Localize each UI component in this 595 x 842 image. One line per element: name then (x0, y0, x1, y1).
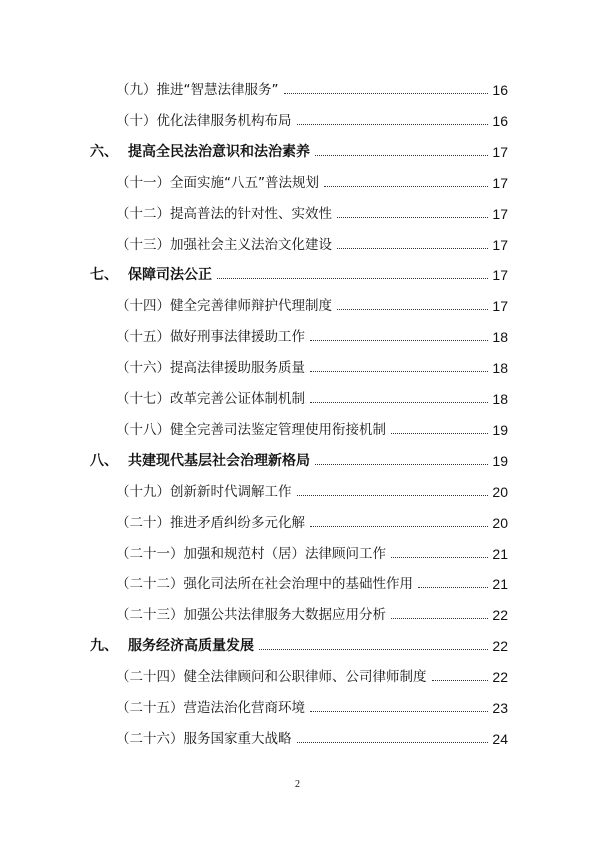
leader-dots (217, 265, 488, 285)
page-number: 2 (295, 779, 300, 790)
toc-entry-label: （十八）健全完善司法鉴定管理使用衔接机制 (116, 421, 386, 438)
toc-entry-page: 18 (492, 329, 508, 346)
leader-dots (391, 544, 488, 564)
leader-dots (337, 204, 488, 224)
toc-entry-label: （十四）健全完善律师辩护代理制度 (116, 298, 332, 315)
toc-entry-label: （十一）全面实施“八五”普法规划 (116, 174, 319, 191)
toc-entry-page: 17 (492, 236, 508, 253)
toc-entry-page: 18 (492, 360, 508, 377)
toc-entry-label: （二十四）健全法律顾问和公职律师、公司律师制度 (116, 669, 427, 686)
toc-entry[interactable] (0, 80, 595, 100)
chapter-title: 提高全民法治意识和法治素养 (128, 143, 310, 160)
toc-entry[interactable] (0, 698, 595, 718)
chapter-title: 服务经济高质量发展 (128, 638, 254, 655)
toc-entry[interactable] (0, 667, 595, 687)
toc-chapter-entry[interactable] (0, 142, 595, 162)
chapter-title: 保障司法公正 (128, 267, 212, 284)
toc-chapter-entry[interactable] (0, 265, 595, 285)
toc-entry[interactable] (0, 574, 595, 594)
toc-entry-label: （十五）做好刑事法律援助工作 (116, 329, 305, 346)
toc-entry-page: 17 (492, 143, 508, 160)
toc-chapter-entry[interactable] (0, 636, 595, 656)
toc-entry-page: 22 (492, 607, 508, 624)
chapter-number: 九、 (90, 638, 118, 655)
toc-entry-page: 16 (492, 82, 508, 98)
leader-dots (284, 80, 488, 100)
toc-entry-label: （二十二）强化司法所在社会治理中的基础性作用 (116, 576, 413, 593)
toc-entry-page: 21 (492, 576, 508, 593)
leader-dots (259, 636, 488, 656)
toc-entry[interactable] (0, 420, 595, 440)
toc-entry-page: 17 (492, 298, 508, 315)
toc-entry-label: （十）优化法律服务机构布局 (116, 112, 292, 129)
toc-entry-label: （二十）推进矛盾纠纷多元化解 (116, 514, 305, 531)
toc-entry[interactable] (0, 296, 595, 316)
toc-entry[interactable] (0, 544, 595, 564)
leader-dots (310, 358, 488, 378)
toc-entry-page: 19 (492, 421, 508, 438)
leader-dots (297, 729, 488, 749)
toc-entry-label: （十六）提高法律援助服务质量 (116, 360, 305, 377)
toc-entry-page: 16 (492, 112, 508, 129)
leader-dots (297, 111, 488, 131)
leader-dots (432, 667, 488, 687)
leader-dots (418, 574, 488, 594)
leader-dots (337, 296, 488, 316)
toc-entry-page: 18 (492, 391, 508, 407)
leader-dots (391, 420, 488, 440)
toc-entry-label: （二十三）加强公共法律服务大数据应用分析 (116, 607, 386, 624)
toc-entry[interactable] (0, 482, 595, 502)
toc-entry-label: （十九）创新新时代调解工作 (116, 483, 292, 500)
toc-entry[interactable] (0, 729, 595, 749)
toc-entry-page: 17 (492, 267, 508, 284)
toc-entry-page: 17 (492, 174, 508, 191)
leader-dots (337, 235, 488, 255)
toc-entry[interactable] (0, 235, 595, 255)
toc-entry-page: 24 (492, 730, 508, 747)
toc-entry[interactable] (0, 389, 595, 409)
toc-entry[interactable] (0, 173, 595, 193)
toc-entry[interactable] (0, 358, 595, 378)
toc-entry-page: 20 (492, 483, 508, 500)
leader-dots (391, 605, 488, 625)
toc-entry-label: （十二）提高普法的针对性、实效性 (116, 205, 332, 222)
leader-dots (310, 698, 488, 718)
toc-entry-label: （九）推进“智慧法律服务” (116, 82, 279, 98)
toc-entry[interactable] (0, 204, 595, 224)
toc-entry[interactable] (0, 513, 595, 533)
leader-dots (310, 327, 488, 347)
leader-dots (310, 389, 488, 409)
toc-entry-page: 22 (492, 638, 508, 655)
toc-entry-label: （二十六）服务国家重大战略 (116, 730, 292, 747)
chapter-number: 六、 (90, 143, 118, 160)
chapter-number: 八、 (90, 452, 118, 469)
leader-dots (310, 513, 488, 533)
toc-entry-label: （十三）加强社会主义法治文化建设 (116, 236, 332, 253)
leader-dots (324, 173, 488, 193)
leader-dots (315, 451, 488, 471)
toc-entry[interactable] (0, 605, 595, 625)
chapter-title: 共建现代基层社会治理新格局 (128, 452, 310, 469)
leader-dots (315, 142, 488, 162)
toc-entry-page: 22 (492, 669, 508, 686)
toc-entry-label: （二十一）加强和规范村（居）法律顾问工作 (116, 545, 386, 562)
toc-entry-page: 19 (492, 452, 508, 469)
toc-chapter-entry[interactable] (0, 451, 595, 471)
chapter-number: 七、 (90, 267, 118, 284)
leader-dots (297, 482, 488, 502)
toc-entry[interactable] (0, 111, 595, 131)
toc-entry-label: （二十五）营造法治化营商环境 (116, 700, 305, 716)
toc-entry-label: （十七）改革完善公证体制机制 (116, 391, 305, 407)
toc-entry-page: 21 (492, 545, 508, 562)
toc-entry[interactable] (0, 327, 595, 347)
toc-entry-page: 23 (492, 700, 508, 716)
toc-entry-page: 20 (492, 514, 508, 531)
toc-entry-page: 17 (492, 205, 508, 222)
